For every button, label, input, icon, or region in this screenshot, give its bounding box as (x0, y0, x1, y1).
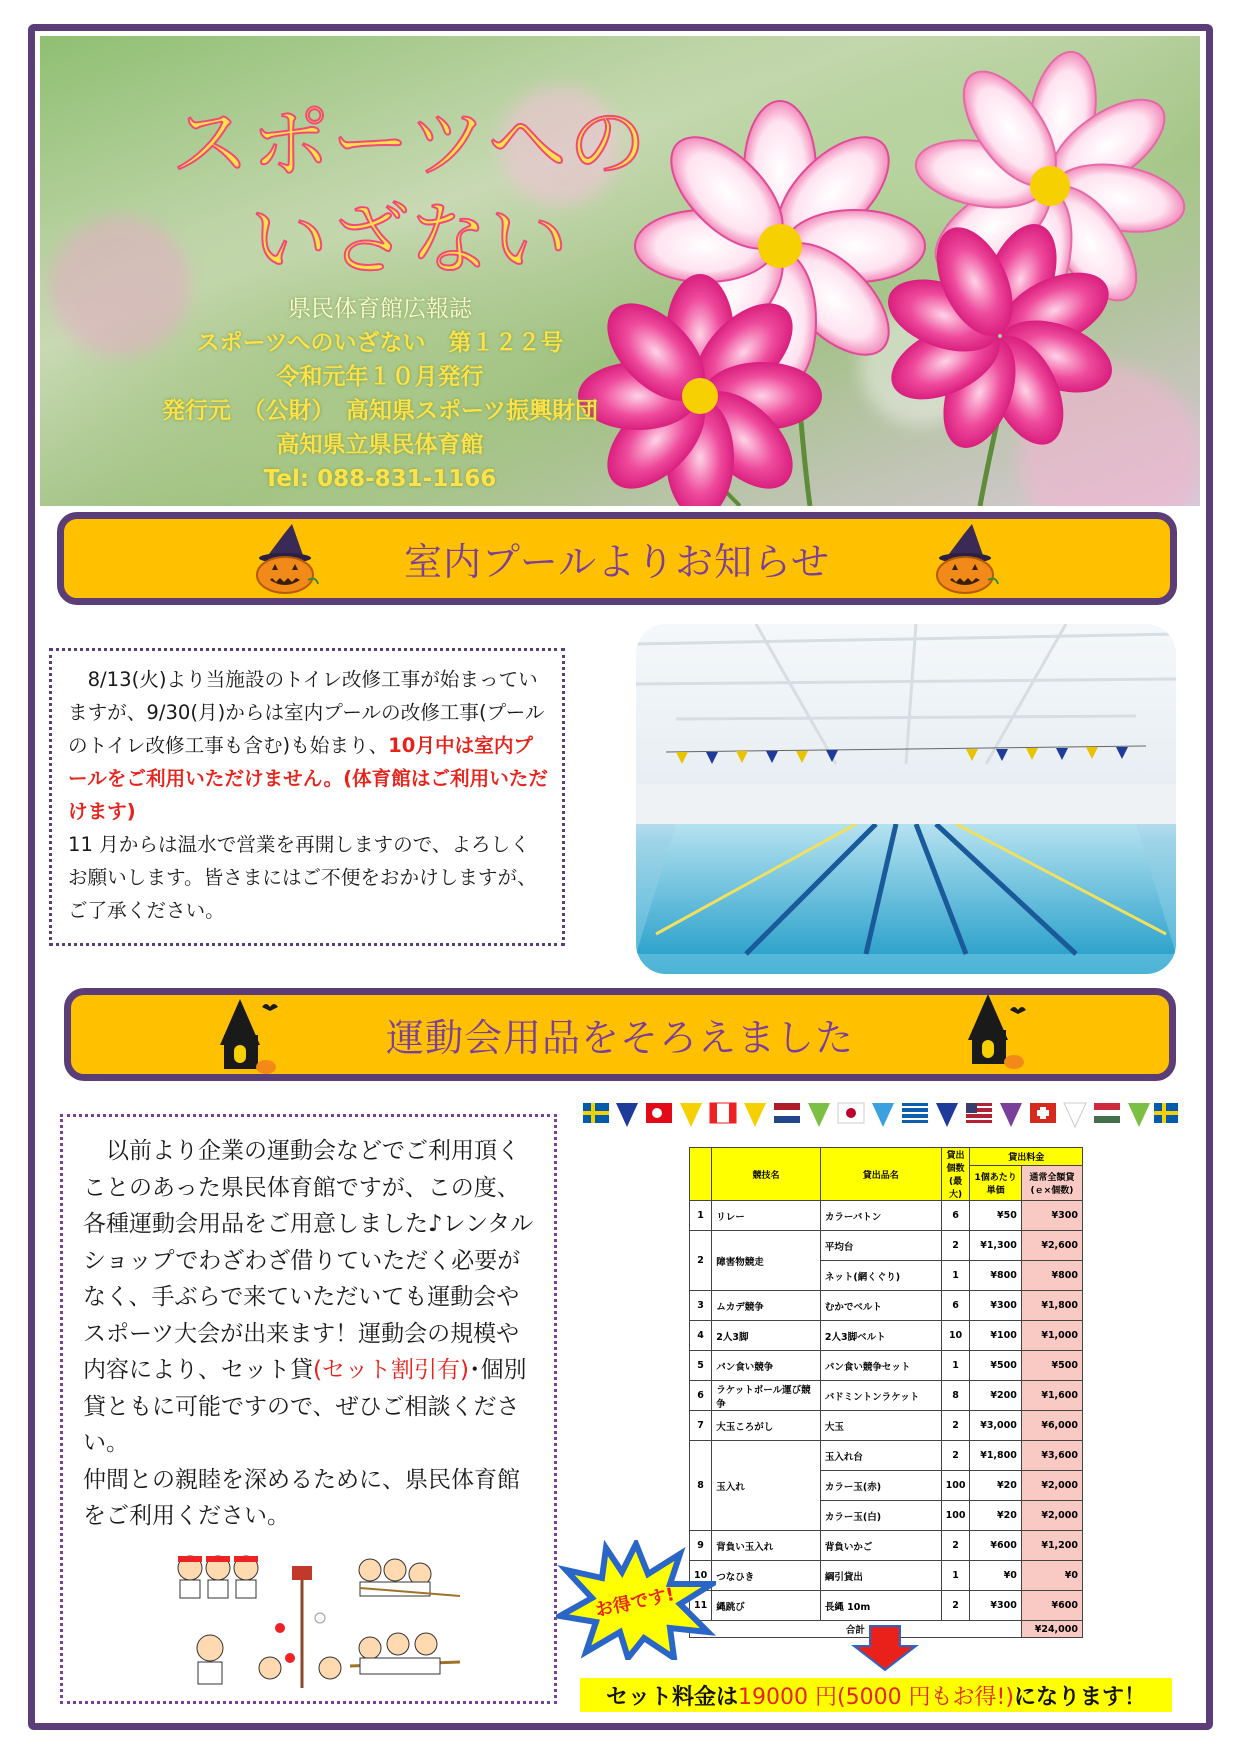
row-number: 5 (690, 1351, 712, 1381)
item-name: カラーバトン (820, 1201, 941, 1231)
event-name: 縄跳び (712, 1591, 821, 1621)
col-header-event: 競技名 (712, 1148, 821, 1201)
table-row (690, 1561, 1083, 1591)
sports-day-title: 運動会用品をそろえました (385, 1016, 854, 1060)
item-name: 平均台 (820, 1231, 941, 1261)
item-name: ネット(網くぐり) (820, 1261, 941, 1291)
notice-text-closed: 10月中は室内プールをご利用いただけません。(体育館はご利用いただけます) (68, 734, 548, 823)
set-price-amount: 19000 円(5000 円もお得!) (738, 1684, 1014, 1710)
event-name: ムカデ競争 (712, 1291, 821, 1321)
table-row (690, 1321, 1083, 1351)
hero-cosmos-banner (40, 36, 1200, 506)
unit-price: ¥200 (970, 1381, 1021, 1411)
table-row (690, 1441, 1083, 1471)
event-name: ラケットボール運び競争 (712, 1381, 821, 1411)
unit-price: ¥1,800 (970, 1441, 1021, 1471)
publication-name: 県民体育館広報誌 (288, 296, 472, 322)
jack-o-lantern-witch-hat-icon (248, 520, 322, 594)
haunted-house-icon (210, 995, 290, 1075)
unit-price: ¥20 (970, 1471, 1021, 1501)
row-number: 3 (690, 1291, 712, 1321)
deal-badge-text: お得です! (593, 1584, 677, 1622)
sports-text-3: 仲間との親睦を深めるために、県民体育館をご利用ください。 (83, 1466, 520, 1529)
item-quantity: 8 (941, 1381, 970, 1411)
table-row (690, 1411, 1083, 1441)
table-row (690, 1231, 1083, 1261)
publication-info (130, 292, 630, 496)
haunted-house-icon (958, 990, 1038, 1070)
item-name: 綱引貸出 (820, 1561, 941, 1591)
item-name: 長縄 10m (820, 1591, 941, 1621)
unit-price: ¥3,000 (970, 1411, 1021, 1441)
total-price: ¥500 (1021, 1351, 1082, 1381)
set-price-prefix: セット料金は (606, 1684, 739, 1710)
phone-number: Tel: 088-831-1166 (263, 466, 497, 492)
total-price: ¥0 (1021, 1561, 1082, 1591)
item-name: カラー玉(白) (820, 1501, 941, 1531)
col-header-unit: 1個あたり単価 (970, 1166, 1021, 1201)
venue-name: 高知県立県民体育館 (276, 432, 484, 458)
issue-number: スポーツへのいざない 第１２２号 (196, 330, 564, 356)
pool-notice-title: 室内プールよりお知らせ (404, 540, 830, 584)
unit-price: ¥800 (970, 1261, 1021, 1291)
row-number: 10 (690, 1561, 712, 1591)
row-number: 2 (690, 1231, 712, 1291)
item-quantity: 100 (941, 1471, 970, 1501)
total-price: ¥3,600 (1021, 1441, 1082, 1471)
pool-notice-text (49, 648, 565, 946)
col-header-qty: 貸出個数(最大) (941, 1148, 970, 1201)
col-header-group-price: 貸出料金 (970, 1148, 1083, 1166)
total-price: ¥2,000 (1021, 1471, 1082, 1501)
item-name: カラー玉(赤) (820, 1471, 941, 1501)
col-header-no (690, 1148, 712, 1201)
item-quantity: 2 (941, 1591, 970, 1621)
total-price: ¥2,000 (1021, 1501, 1082, 1531)
sports-text-2: ･個別貸ともに可能ですので、ぜひご相談ください。 (83, 1357, 527, 1456)
item-name: 2人3脚ベルト (820, 1321, 941, 1351)
total-price: ¥1,200 (1021, 1531, 1082, 1561)
unit-price: ¥0 (970, 1561, 1021, 1591)
jack-o-lantern-witch-hat-icon (928, 520, 1002, 594)
set-discount-note: (セット割引有) (313, 1357, 469, 1383)
item-quantity: 2 (941, 1441, 970, 1471)
rental-price-table (689, 1147, 1083, 1638)
total-price: ¥600 (1021, 1591, 1082, 1621)
total-price: ¥1,600 (1021, 1381, 1082, 1411)
col-header-item: 貸出品名 (820, 1148, 941, 1201)
notice-text-2: 11 月からは温水で営業を再開しますので、よろしくお願いします。皆さまにはご不便をおかけしますが、ご了承ください。 (68, 833, 537, 922)
item-quantity: 1 (941, 1561, 970, 1591)
hero-title-line2: いざない (249, 195, 570, 285)
issue-date: 令和元年１０月発行 (276, 364, 484, 390)
event-name: 障害物競走 (712, 1231, 821, 1291)
item-quantity: 2 (941, 1531, 970, 1561)
table-row (690, 1591, 1083, 1621)
item-quantity: 2 (941, 1231, 970, 1261)
row-number: 1 (690, 1201, 712, 1231)
item-quantity: 100 (941, 1501, 970, 1531)
row-number: 8 (690, 1441, 712, 1531)
sum-label: 合計 (690, 1621, 1022, 1638)
unit-price: ¥50 (970, 1201, 1021, 1231)
col-header-total: 通常全額貸(ｅ×個数) (1021, 1166, 1082, 1201)
event-name: 2人3脚 (712, 1321, 821, 1351)
sports-day-kids-illustration (170, 1548, 470, 1698)
sports-text-1: 以前より企業の運動会などでご利用頂くことのあった県民体育館ですが、この度、各種運動会用品をご用意しました♪レンタルショップでわざわざ借りていただく必要がなく、手ぶらで来ていただいても運動会やスポーツ大会が出来ます！運動会の規模や内容により、セット貸 (83, 1138, 534, 1383)
item-quantity: 2 (941, 1411, 970, 1441)
hero-title-line1: スポーツへの (171, 99, 649, 189)
total-price: ¥6,000 (1021, 1411, 1082, 1441)
event-name: リレー (712, 1201, 821, 1231)
row-number: 7 (690, 1411, 712, 1441)
item-quantity: 6 (941, 1201, 970, 1231)
table-row (690, 1531, 1083, 1561)
unit-price: ¥300 (970, 1591, 1021, 1621)
total-price: ¥1,800 (1021, 1291, 1082, 1321)
item-name: むかでベルト (820, 1291, 941, 1321)
international-flags-garland (580, 1099, 1180, 1135)
publisher: 発行元 （公財） 高知県スポーツ振興財団 (161, 398, 599, 424)
total-price: ¥1,000 (1021, 1321, 1082, 1351)
item-quantity: 6 (941, 1291, 970, 1321)
row-number: 6 (690, 1381, 712, 1411)
item-name: バドミントンラケット (820, 1381, 941, 1411)
set-price-suffix: になります！ (1013, 1684, 1146, 1710)
unit-price: ¥100 (970, 1321, 1021, 1351)
item-name: 背負いかご (820, 1531, 941, 1561)
sum-total: ¥24,000 (1021, 1621, 1082, 1638)
event-name: 大玉ころがし (712, 1411, 821, 1441)
event-name: 玉入れ (712, 1441, 821, 1531)
set-price-banner (580, 1678, 1172, 1712)
event-name: 背負い玉入れ (712, 1531, 821, 1561)
table-row (690, 1351, 1083, 1381)
table-row (690, 1201, 1083, 1231)
down-arrow-icon (850, 1624, 920, 1672)
item-name: 玉入れ台 (820, 1441, 941, 1471)
unit-price: ¥600 (970, 1531, 1021, 1561)
total-price: ¥2,600 (1021, 1231, 1082, 1261)
notice-text-1: 8/13(火)より当施設のトイレ改修工事が始まっていますが、9/30(月)からは室内プールの改修工事(プールのトイレ改修工事も含む)も始まり、 (68, 668, 545, 757)
total-price: ¥800 (1021, 1261, 1082, 1291)
row-number: 9 (690, 1531, 712, 1561)
row-number: 4 (690, 1321, 712, 1351)
item-quantity: 1 (941, 1261, 970, 1291)
table-row (690, 1381, 1083, 1411)
item-name: 大玉 (820, 1411, 941, 1441)
pool-notice-banner (57, 512, 1177, 605)
item-name: パン食い競争セット (820, 1351, 941, 1381)
hero-title (150, 96, 670, 288)
unit-price: ¥1,300 (970, 1231, 1021, 1261)
table-row (690, 1291, 1083, 1321)
deal-starburst-badge (556, 1540, 716, 1660)
item-quantity: 1 (941, 1351, 970, 1381)
unit-price: ¥300 (970, 1291, 1021, 1321)
indoor-pool-photo (636, 624, 1176, 974)
total-price: ¥300 (1021, 1201, 1082, 1231)
unit-price: ¥500 (970, 1351, 1021, 1381)
event-name: つなひき (712, 1561, 821, 1591)
item-quantity: 10 (941, 1321, 970, 1351)
unit-price: ¥20 (970, 1501, 1021, 1531)
event-name: パン食い競争 (712, 1351, 821, 1381)
row-number: 11 (690, 1591, 712, 1621)
